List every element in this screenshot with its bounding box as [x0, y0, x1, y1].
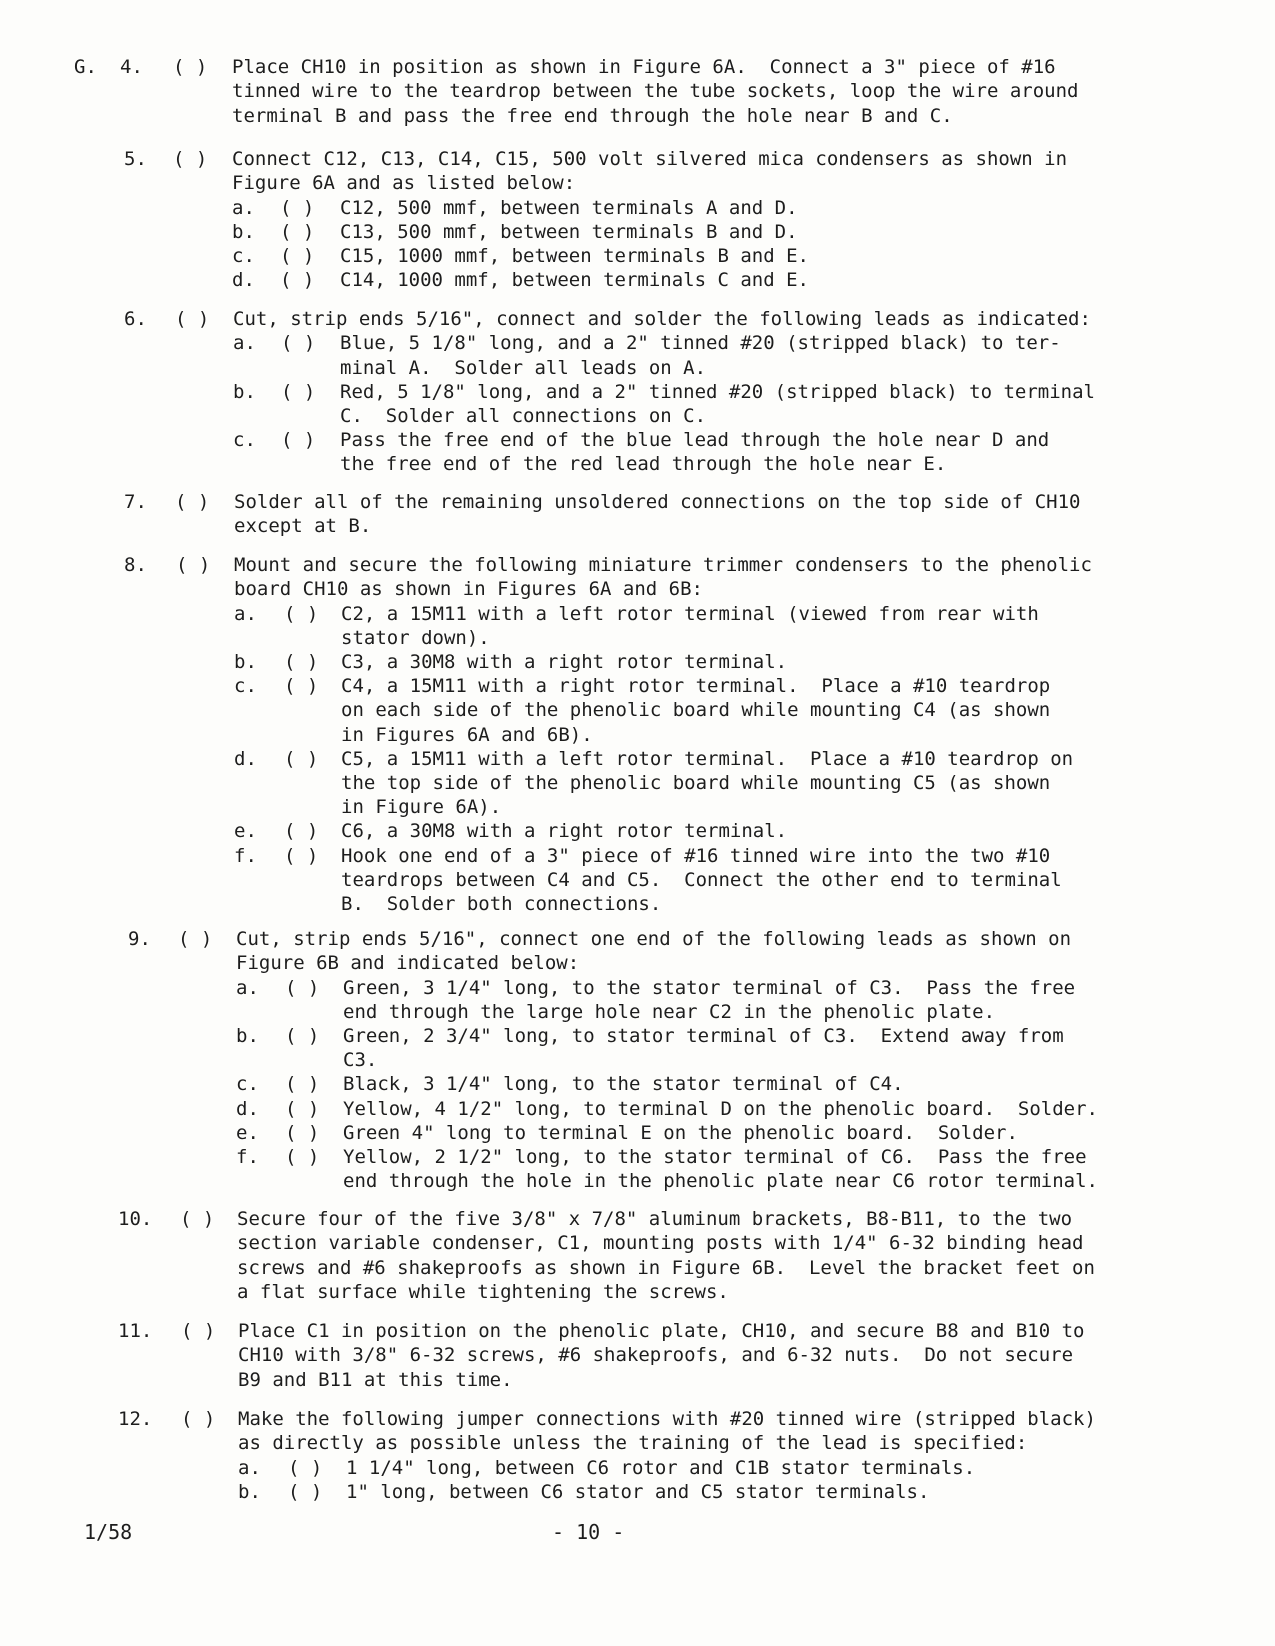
step-number: 5.: [124, 148, 147, 170]
substep-text-line: in Figures 6A and 6B).: [341, 723, 593, 746]
step-text-line: section variable condenser, C1, mounting posts with 1/4" 6-32 binding head: [237, 1232, 1084, 1255]
substep-letter: f.: [234, 844, 257, 867]
substep-text-line: the top side of the phenolic board while mounting C5 (as shown: [341, 772, 1051, 794]
substep-checkbox: ( ): [284, 651, 319, 673]
substep-text-line: 1 1/4" long, between C6 rotor and C1B stator terminals.: [346, 1456, 976, 1479]
substep-text-line: stator down).: [341, 626, 490, 649]
substep-checkbox: ( ): [280, 269, 315, 292]
substep-text-line: C4, a 15M11 with a right rotor terminal. Place a #10 teardrop: [341, 675, 1051, 698]
substep-letter: b.: [236, 1025, 259, 1047]
step-checkbox: ( ): [175, 491, 210, 513]
substep-checkbox: ( ): [281, 380, 316, 403]
step-text-line: board CH10 as shown in Figures 6A and 6B:: [234, 578, 703, 601]
substep-text-line: C15, 1000 mmf, between terminals B and E.: [340, 245, 809, 267]
substep-text-line: B. Solder both connections.: [341, 893, 662, 915]
substep-text-line: Green, 3 1/4" long, to the stator terminal of C3. Pass the free: [343, 976, 1076, 999]
substep-letter: b.: [232, 220, 255, 243]
substep-text-line: end through the hole in the phenolic plate near C6 rotor terminal.: [343, 1170, 1098, 1193]
step-text-line: as directly as possible unless the training of the lead is specified:: [238, 1432, 1028, 1455]
substep-text-line: Hook one end of a 3" piece of #16 tinned wire into the two #10: [341, 844, 1051, 867]
step-text-line: except at B.: [234, 515, 372, 538]
substep-letter: d.: [234, 747, 257, 770]
substep-letter: d.: [232, 269, 255, 292]
substep-text-line: teardrops between C4 and C5. Connect the other end to terminal: [341, 868, 1062, 891]
substep-text-line: Yellow, 4 1/2" long, to terminal D on the phenolic board. Solder.: [343, 1097, 1098, 1120]
step-text-line: Secure four of the five 3/8" x 7/8" aluminum brackets, B8-B11, to the two: [237, 1208, 1073, 1230]
substep-letter: c.: [232, 245, 255, 267]
substep-letter: a.: [234, 602, 257, 625]
substep-letter: b.: [233, 380, 256, 403]
substep-text-line: C6, a 30M8 with a right rotor terminal.: [341, 820, 788, 843]
step-checkbox: ( ): [175, 308, 210, 330]
step-text-line: screws and #6 shakeproofs as shown in Figure 6B. Level the bracket feet on: [237, 1256, 1095, 1279]
substep-checkbox: ( ): [285, 1097, 320, 1120]
substep-letter: a.: [233, 332, 256, 355]
substep-text-line: C5, a 15M11 with a left rotor terminal. Place a #10 teardrop on: [341, 747, 1074, 770]
step-text-line: Place CH10 in position as shown in Figure 6A. Connect a 3" piece of #16: [232, 56, 1056, 78]
substep-checkbox: ( ): [280, 196, 315, 219]
step-text-line: Cut, strip ends 5/16", connect one end of the following leads as shown on: [236, 928, 1072, 950]
substep-checkbox: ( ): [285, 1025, 320, 1047]
substep-text-line: Black, 3 1/4" long, to the stator terminal of C4.: [343, 1073, 904, 1096]
substep-letter: c.: [236, 1073, 259, 1096]
substep-checkbox: ( ): [280, 220, 315, 243]
substep-checkbox: ( ): [284, 675, 319, 698]
step-number: 11.: [118, 1320, 153, 1342]
step-text-line: Mount and secure the following miniature trimmer condensers to the phenolic: [234, 554, 1092, 576]
step-text-line: Figure 6B and indicated below:: [236, 952, 580, 975]
substep-letter: b.: [234, 651, 257, 673]
step-number: 9.: [128, 928, 151, 950]
substep-checkbox: ( ): [285, 1073, 320, 1096]
substep-letter: a.: [236, 976, 259, 999]
step-checkbox: ( ): [173, 56, 208, 78]
step-checkbox: ( ): [176, 554, 211, 576]
step-checkbox: ( ): [180, 1208, 215, 1230]
substep-text-line: the free end of the red lead through the hole near E.: [340, 453, 947, 476]
substep-letter: e.: [234, 820, 257, 843]
substep-text-line: C13, 500 mmf, between terminals B and D.: [340, 220, 798, 243]
step-checkbox: ( ): [181, 1320, 216, 1342]
step-checkbox: ( ): [173, 148, 208, 170]
substep-text-line: C3, a 30M8 with a right rotor terminal.: [341, 651, 788, 673]
step-text-line: Figure 6A and as listed below:: [232, 172, 576, 195]
substep-letter: c.: [234, 675, 257, 698]
substep-checkbox: ( ): [285, 1146, 320, 1168]
step-number: 8.: [124, 554, 147, 576]
step-text-line: a flat surface while tightening the screws.: [237, 1280, 729, 1303]
step-text-line: Connect C12, C13, C14, C15, 500 volt silvered mica condensers as shown in: [232, 148, 1068, 170]
substep-text-line: minal A. Solder all leads on A.: [340, 356, 707, 379]
step-number: 10.: [118, 1208, 153, 1230]
substep-letter: b.: [238, 1480, 261, 1503]
substep-checkbox: ( ): [284, 602, 319, 625]
step-checkbox: ( ): [178, 928, 213, 950]
substep-text-line: in Figure 6A).: [341, 796, 502, 819]
substep-text-line: 1" long, between C6 stator and C5 stator terminals.: [346, 1480, 930, 1503]
step-number: 4.: [120, 56, 143, 78]
page-number: - 10 -: [552, 1520, 625, 1544]
substep-checkbox: ( ): [288, 1480, 323, 1503]
substep-text-line: C14, 1000 mmf, between terminals C and E.: [340, 269, 809, 292]
substep-checkbox: ( ): [280, 245, 315, 267]
substep-text-line: end through the large hole near C2 in the phenolic plate.: [343, 1000, 996, 1023]
substep-text-line: C3.: [343, 1049, 378, 1072]
substep-checkbox: ( ): [281, 332, 316, 355]
substep-text-line: Red, 5 1/8" long, and a 2" tinned #20 (stripped black) to terminal: [340, 380, 1095, 403]
step-text-line: tinned wire to the teardrop between the tube sockets, loop the wire around: [232, 80, 1079, 103]
step-text-line: Place C1 in position on the phenolic plate, CH10, and secure B8 and B10 to: [238, 1320, 1085, 1342]
substep-letter: c.: [233, 429, 256, 452]
substep-letter: a.: [238, 1456, 261, 1479]
substep-text-line: C2, a 15M11 with a left rotor terminal (viewed from rear with: [341, 602, 1039, 625]
substep-checkbox: ( ): [284, 844, 319, 867]
substep-checkbox: ( ): [285, 976, 320, 999]
substep-text-line: Blue, 5 1/8" long, and a 2" tinned #20 (stripped black) to ter-: [340, 332, 1061, 355]
step-text-line: Solder all of the remaining unsoldered connections on the top side of CH10: [234, 491, 1081, 513]
step-number: 12.: [118, 1408, 153, 1430]
substep-text-line: Yellow, 2 1/2" long, to the stator terminal of C6. Pass the free: [343, 1146, 1087, 1168]
substep-checkbox: ( ): [285, 1121, 320, 1144]
substep-checkbox: ( ): [284, 820, 319, 843]
substep-text-line: C. Solder all connections on C.: [340, 404, 707, 427]
substep-checkbox: ( ): [281, 429, 316, 452]
step-number: 7.: [124, 491, 147, 513]
footer-date: 1/58: [84, 1520, 133, 1544]
step-text-line: B9 and B11 at this time.: [238, 1368, 513, 1391]
step-text-line: Cut, strip ends 5/16", connect and solder the following leads as indicated:: [233, 308, 1091, 330]
substep-checkbox: ( ): [284, 747, 319, 770]
step-checkbox: ( ): [181, 1408, 216, 1430]
substep-letter: e.: [236, 1121, 259, 1144]
substep-text-line: Green, 2 3/4" long, to stator terminal of C3. Extend away from: [343, 1025, 1064, 1047]
substep-text-line: on each side of the phenolic board while mounting C4 (as shown: [341, 699, 1051, 722]
substep-letter: d.: [236, 1097, 259, 1120]
step-text-line: CH10 with 3/8" 6-32 screws, #6 shakeproofs, and 6-32 nuts. Do not secure: [238, 1344, 1074, 1367]
substep-letter: f.: [236, 1146, 259, 1168]
substep-text-line: Green 4" long to terminal E on the phenolic board. Solder.: [343, 1121, 1018, 1144]
substep-text-line: C12, 500 mmf, between terminals A and D.: [340, 196, 798, 219]
substep-text-line: Pass the free end of the blue lead through the hole near D and: [340, 429, 1050, 452]
step-text-line: terminal B and pass the free end through the hole near B and C.: [232, 104, 953, 127]
substep-letter: a.: [232, 196, 255, 219]
step-section-letter: G.: [74, 56, 97, 78]
step-number: 6.: [124, 308, 147, 330]
step-text-line: Make the following jumper connections with #20 tinned wire (stripped black): [238, 1408, 1096, 1430]
substep-checkbox: ( ): [288, 1456, 323, 1479]
